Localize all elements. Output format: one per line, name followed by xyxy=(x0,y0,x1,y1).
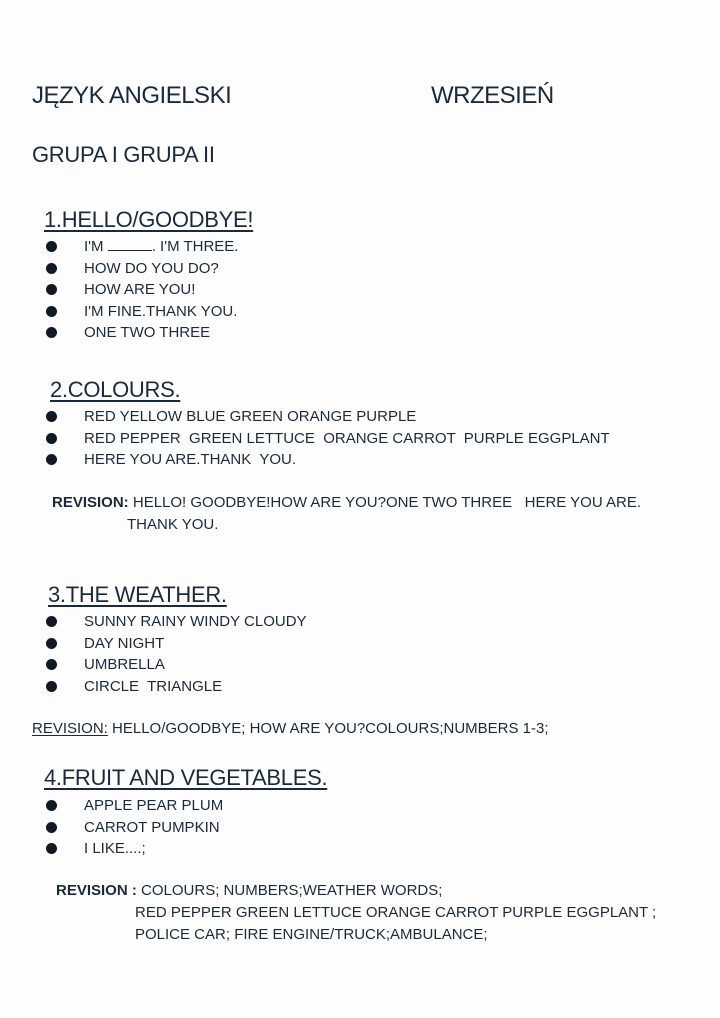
revision-1-line-2: THANK YOU. xyxy=(127,516,219,533)
bullet-icon xyxy=(46,241,57,252)
list-item-text: SUNNY RAINY WINDY CLOUDY xyxy=(84,613,307,630)
bullet-icon xyxy=(46,822,57,833)
list-item xyxy=(46,258,238,280)
list-item-text: UMBRELLA xyxy=(84,656,165,673)
section-1-list xyxy=(46,236,238,344)
list-item-text: HERE YOU ARE.THANK YOU. xyxy=(84,451,296,468)
list-item-text: I'M FINE.THANK YOU. xyxy=(84,302,238,320)
bullet-icon xyxy=(46,800,57,811)
list-item xyxy=(46,838,223,860)
section-4-title: 4.FRUIT AND VEGETABLES. xyxy=(44,765,328,790)
bullet-icon xyxy=(46,263,57,274)
bullet-icon xyxy=(46,638,57,649)
list-item xyxy=(46,633,307,655)
revision-label: REVISION: xyxy=(52,494,129,511)
bullet-icon xyxy=(46,327,57,338)
list-item-text: RED PEPPER GREEN LETTUCE ORANGE CARROT PURPLE EGGPLANT xyxy=(84,429,610,447)
list-item xyxy=(46,676,307,698)
section-1-title: 1.HELLO/GOODBYE! xyxy=(44,207,254,232)
list-item-text: RED YELLOW BLUE GREEN ORANGE PURPLE xyxy=(84,408,417,425)
revision-line: COLOURS; NUMBERS;WEATHER WORDS; xyxy=(141,882,443,899)
bullet-icon xyxy=(46,433,57,444)
answer-blank xyxy=(108,237,152,251)
list-item xyxy=(46,795,223,817)
bullet-icon xyxy=(46,681,57,692)
list-item xyxy=(46,654,307,676)
list-item-text: I'M xyxy=(84,238,104,255)
list-item-text: ONE TWO THREE xyxy=(84,324,211,341)
list-item-text: DAY NIGHT xyxy=(84,634,165,652)
bullet-icon xyxy=(46,411,57,422)
revision-3-line-2: RED PEPPER GREEN LETTUCE ORANGE CARROT PURPLE EGGPLANT ; xyxy=(135,904,657,921)
bullet-icon xyxy=(46,454,57,465)
list-item-text: APPLE PEAR PLUM xyxy=(84,797,224,814)
list-item xyxy=(46,449,610,471)
list-item xyxy=(46,301,238,323)
section-4-list xyxy=(46,795,223,860)
revision-label: REVISION : xyxy=(56,882,137,899)
bullet-icon xyxy=(46,843,57,854)
list-item xyxy=(46,406,610,428)
list-item-text: . I'M THREE. xyxy=(151,238,239,255)
list-item xyxy=(46,236,238,258)
section-3-list xyxy=(46,611,307,697)
revision-label: REVISION: xyxy=(32,720,108,737)
revision-1 xyxy=(52,492,641,514)
bullet-icon xyxy=(46,616,57,627)
list-item xyxy=(46,279,238,301)
section-3-title: 3.THE WEATHER. xyxy=(48,582,227,607)
list-item-text: HOW ARE YOU! xyxy=(84,281,196,298)
list-item xyxy=(46,428,610,450)
month-title: WRZESIEŃ xyxy=(431,82,554,109)
section-2-title: 2.COLOURS. xyxy=(50,377,181,402)
list-item-text: HOW DO YOU DO? xyxy=(84,259,219,277)
list-item xyxy=(46,611,307,633)
section-2-list xyxy=(46,406,610,471)
subject-title: JĘZYK ANGIELSKI xyxy=(32,82,232,109)
revision-2 xyxy=(32,718,549,740)
revision-3 xyxy=(56,880,442,902)
revision-3-line-3: POLICE CAR; FIRE ENGINE/TRUCK;AMBULANCE; xyxy=(135,926,488,943)
list-item-text: I LIKE....; xyxy=(84,840,146,857)
revision-line: HELLO! GOODBYE!HOW ARE YOU?ONE TWO THREE HERE YOU ARE. xyxy=(132,494,642,511)
list-item-text: CARROT PUMPKIN xyxy=(84,818,220,836)
groups-heading: GRUPA I GRUPA II xyxy=(32,142,215,167)
list-item xyxy=(46,817,223,839)
list-item xyxy=(46,322,238,344)
bullet-icon xyxy=(46,659,57,670)
bullet-icon xyxy=(46,306,57,317)
revision-line: HELLO/GOODBYE; HOW ARE YOU?COLOURS;NUMBERS 1-3; xyxy=(112,720,549,737)
bullet-icon xyxy=(46,284,57,295)
list-item-text: CIRCLE TRIANGLE xyxy=(84,677,223,695)
